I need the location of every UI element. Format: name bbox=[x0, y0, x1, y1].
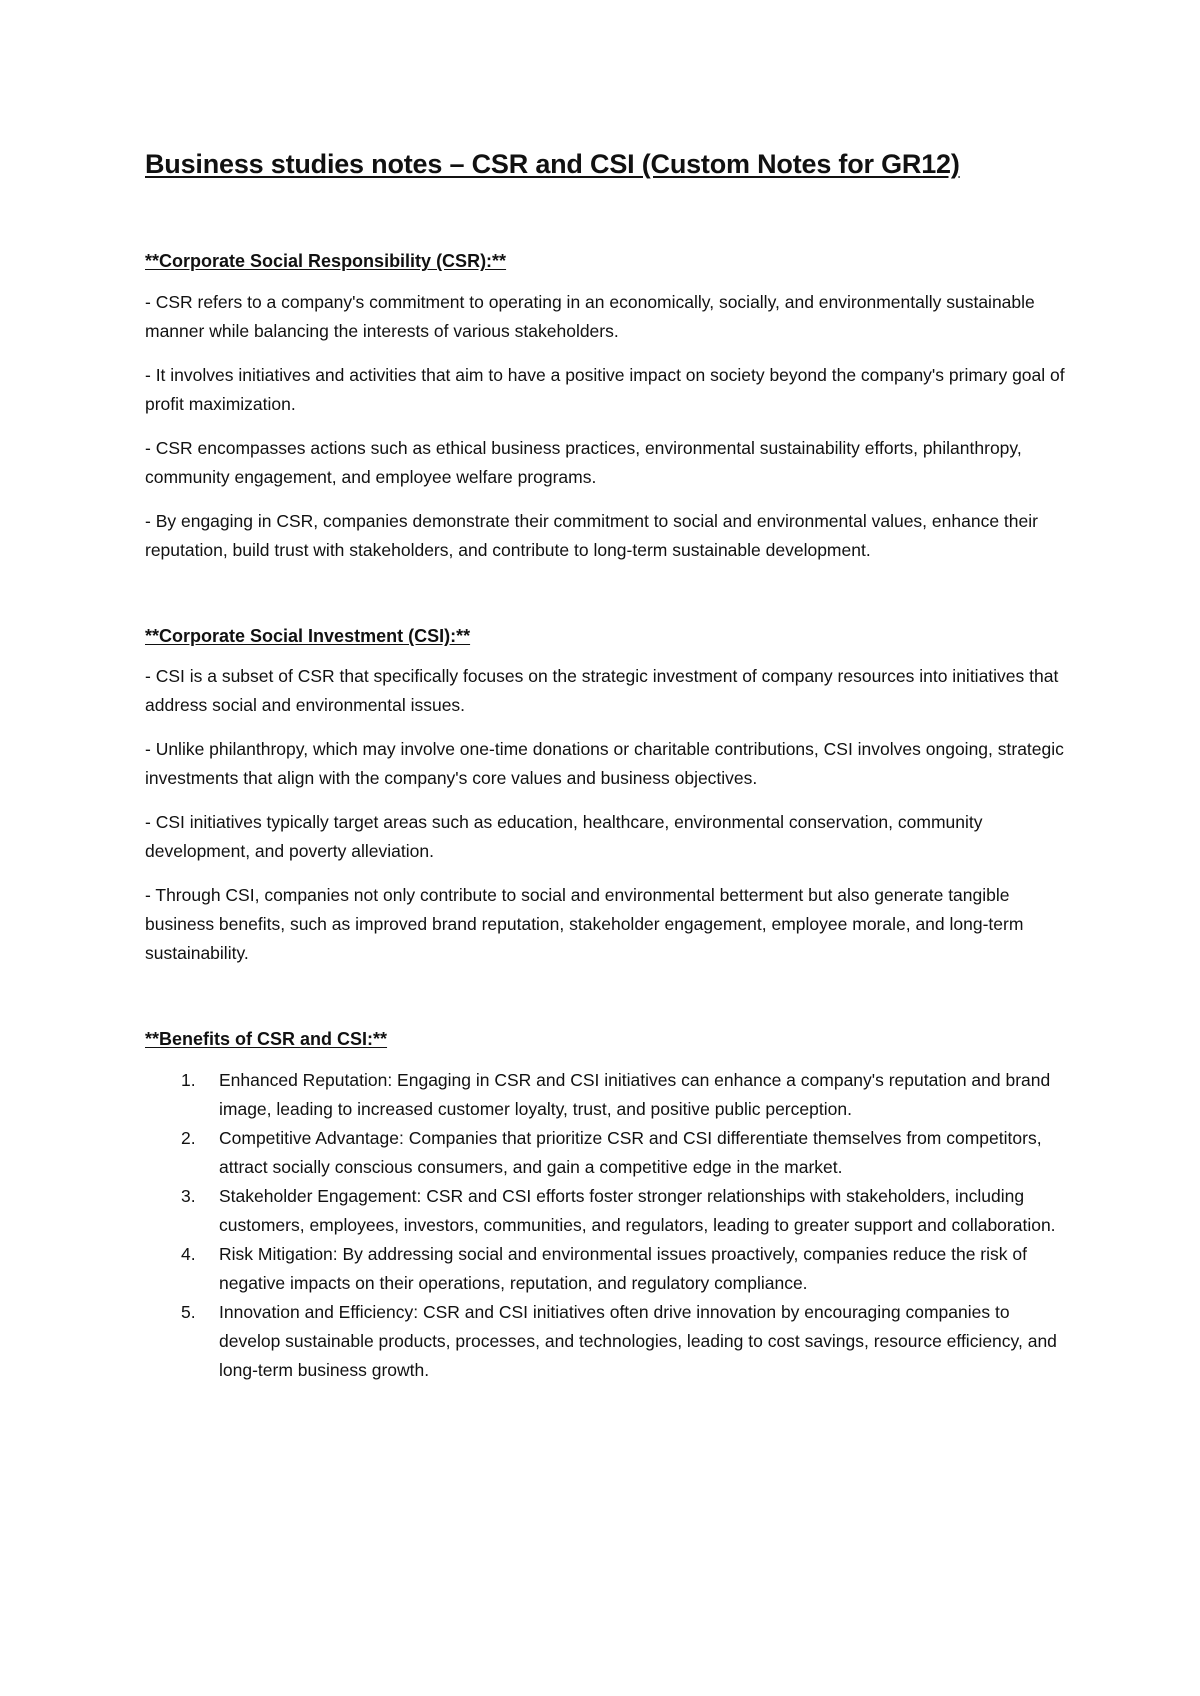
benefit-number: 5. bbox=[181, 1301, 196, 1322]
csi-paragraph: - CSI is a subset of CSR that specifically focuses on the strategic investment of company resources into initiatives that address social and environmental issues. bbox=[145, 666, 1059, 716]
csr-paragraph: - CSR refers to a company's commitment to operating in an economically, socially, and environmentally sustainable manner while balancing the interests of various stakeholders. bbox=[145, 291, 1035, 341]
csi-paragraph: - Unlike philanthropy, which may involve one-time donations or charitable contributions, CSI involves ongoing, strategic investments that align with the company's core values and business objectives. bbox=[145, 739, 1064, 789]
benefit-text: Innovation and Efficiency: CSR and CSI initiatives often drive innovation by encouraging companies to develop sustainable products, processes, and technologies, leading to cost savings, resource efficiency, and long-term business growth. bbox=[219, 1301, 1057, 1380]
benefit-number: 4. bbox=[181, 1243, 196, 1264]
benefit-text: Competitive Advantage: Companies that prioritize CSR and CSI differentiate themselves from competitors, attract socially conscious consumers, and gain a competitive edge in the market. bbox=[219, 1127, 1042, 1177]
document-content bbox=[145, 148, 1075, 1445]
csi-section bbox=[145, 625, 1075, 968]
benefit-number: 1. bbox=[181, 1069, 196, 1090]
csr-heading: **Corporate Social Responsibility (CSR):** bbox=[145, 251, 507, 272]
benefit-text: Enhanced Reputation: Engaging in CSR and CSI initiatives can enhance a company's reputation and brand image, leading to increased customer loyalty, trust, and positive public perception. bbox=[219, 1069, 1051, 1119]
benefits-section bbox=[145, 1028, 1075, 1384]
csr-section bbox=[145, 250, 1075, 564]
csr-paragraph: - By engaging in CSR, companies demonstrate their commitment to social and environmental values, enhance their reputation, build trust with stakeholders, and contribute to long-term sustainable development. bbox=[145, 510, 1038, 560]
csr-paragraph: - It involves initiatives and activities that aim to have a positive impact on society beyond the company's primary goal of profit maximization. bbox=[145, 364, 1065, 414]
benefit-text: Stakeholder Engagement: CSR and CSI efforts foster stronger relationships with stakeholders, including customers, employees, investors, communities, and regulators, leading to greater support and collaboration. bbox=[219, 1185, 1056, 1235]
benefit-number: 3. bbox=[181, 1185, 196, 1206]
benefit-item bbox=[145, 1182, 1075, 1240]
benefit-item bbox=[145, 1240, 1075, 1298]
benefits-list bbox=[145, 1066, 1075, 1385]
benefit-number: 2. bbox=[181, 1127, 196, 1148]
benefit-item bbox=[145, 1066, 1075, 1124]
benefit-item bbox=[145, 1124, 1075, 1182]
csi-heading: **Corporate Social Investment (CSI):** bbox=[145, 625, 471, 646]
benefits-heading: **Benefits of CSR and CSI:** bbox=[145, 1029, 388, 1050]
csi-paragraph: - Through CSI, companies not only contribute to social and environmental betterment but also generate tangible business benefits, such as improved brand reputation, stakeholder engagement, employee morale, and long-term sustainability. bbox=[145, 885, 1024, 964]
csi-paragraph: - CSI initiatives typically target areas such as education, healthcare, environmental conservation, community development, and poverty alleviation. bbox=[145, 812, 983, 862]
benefit-item bbox=[145, 1298, 1075, 1385]
csr-paragraph: - CSR encompasses actions such as ethical business practices, environmental sustainability efforts, philanthropy, community engagement, and employee welfare programs. bbox=[145, 437, 1022, 487]
document-title: Business studies notes – CSR and CSI (Custom Notes for GR12) bbox=[145, 149, 960, 179]
benefit-text: Risk Mitigation: By addressing social and environmental issues proactively, companies reduce the risk of negative impacts on their operations, reputation, and regulatory compliance. bbox=[219, 1243, 1027, 1293]
